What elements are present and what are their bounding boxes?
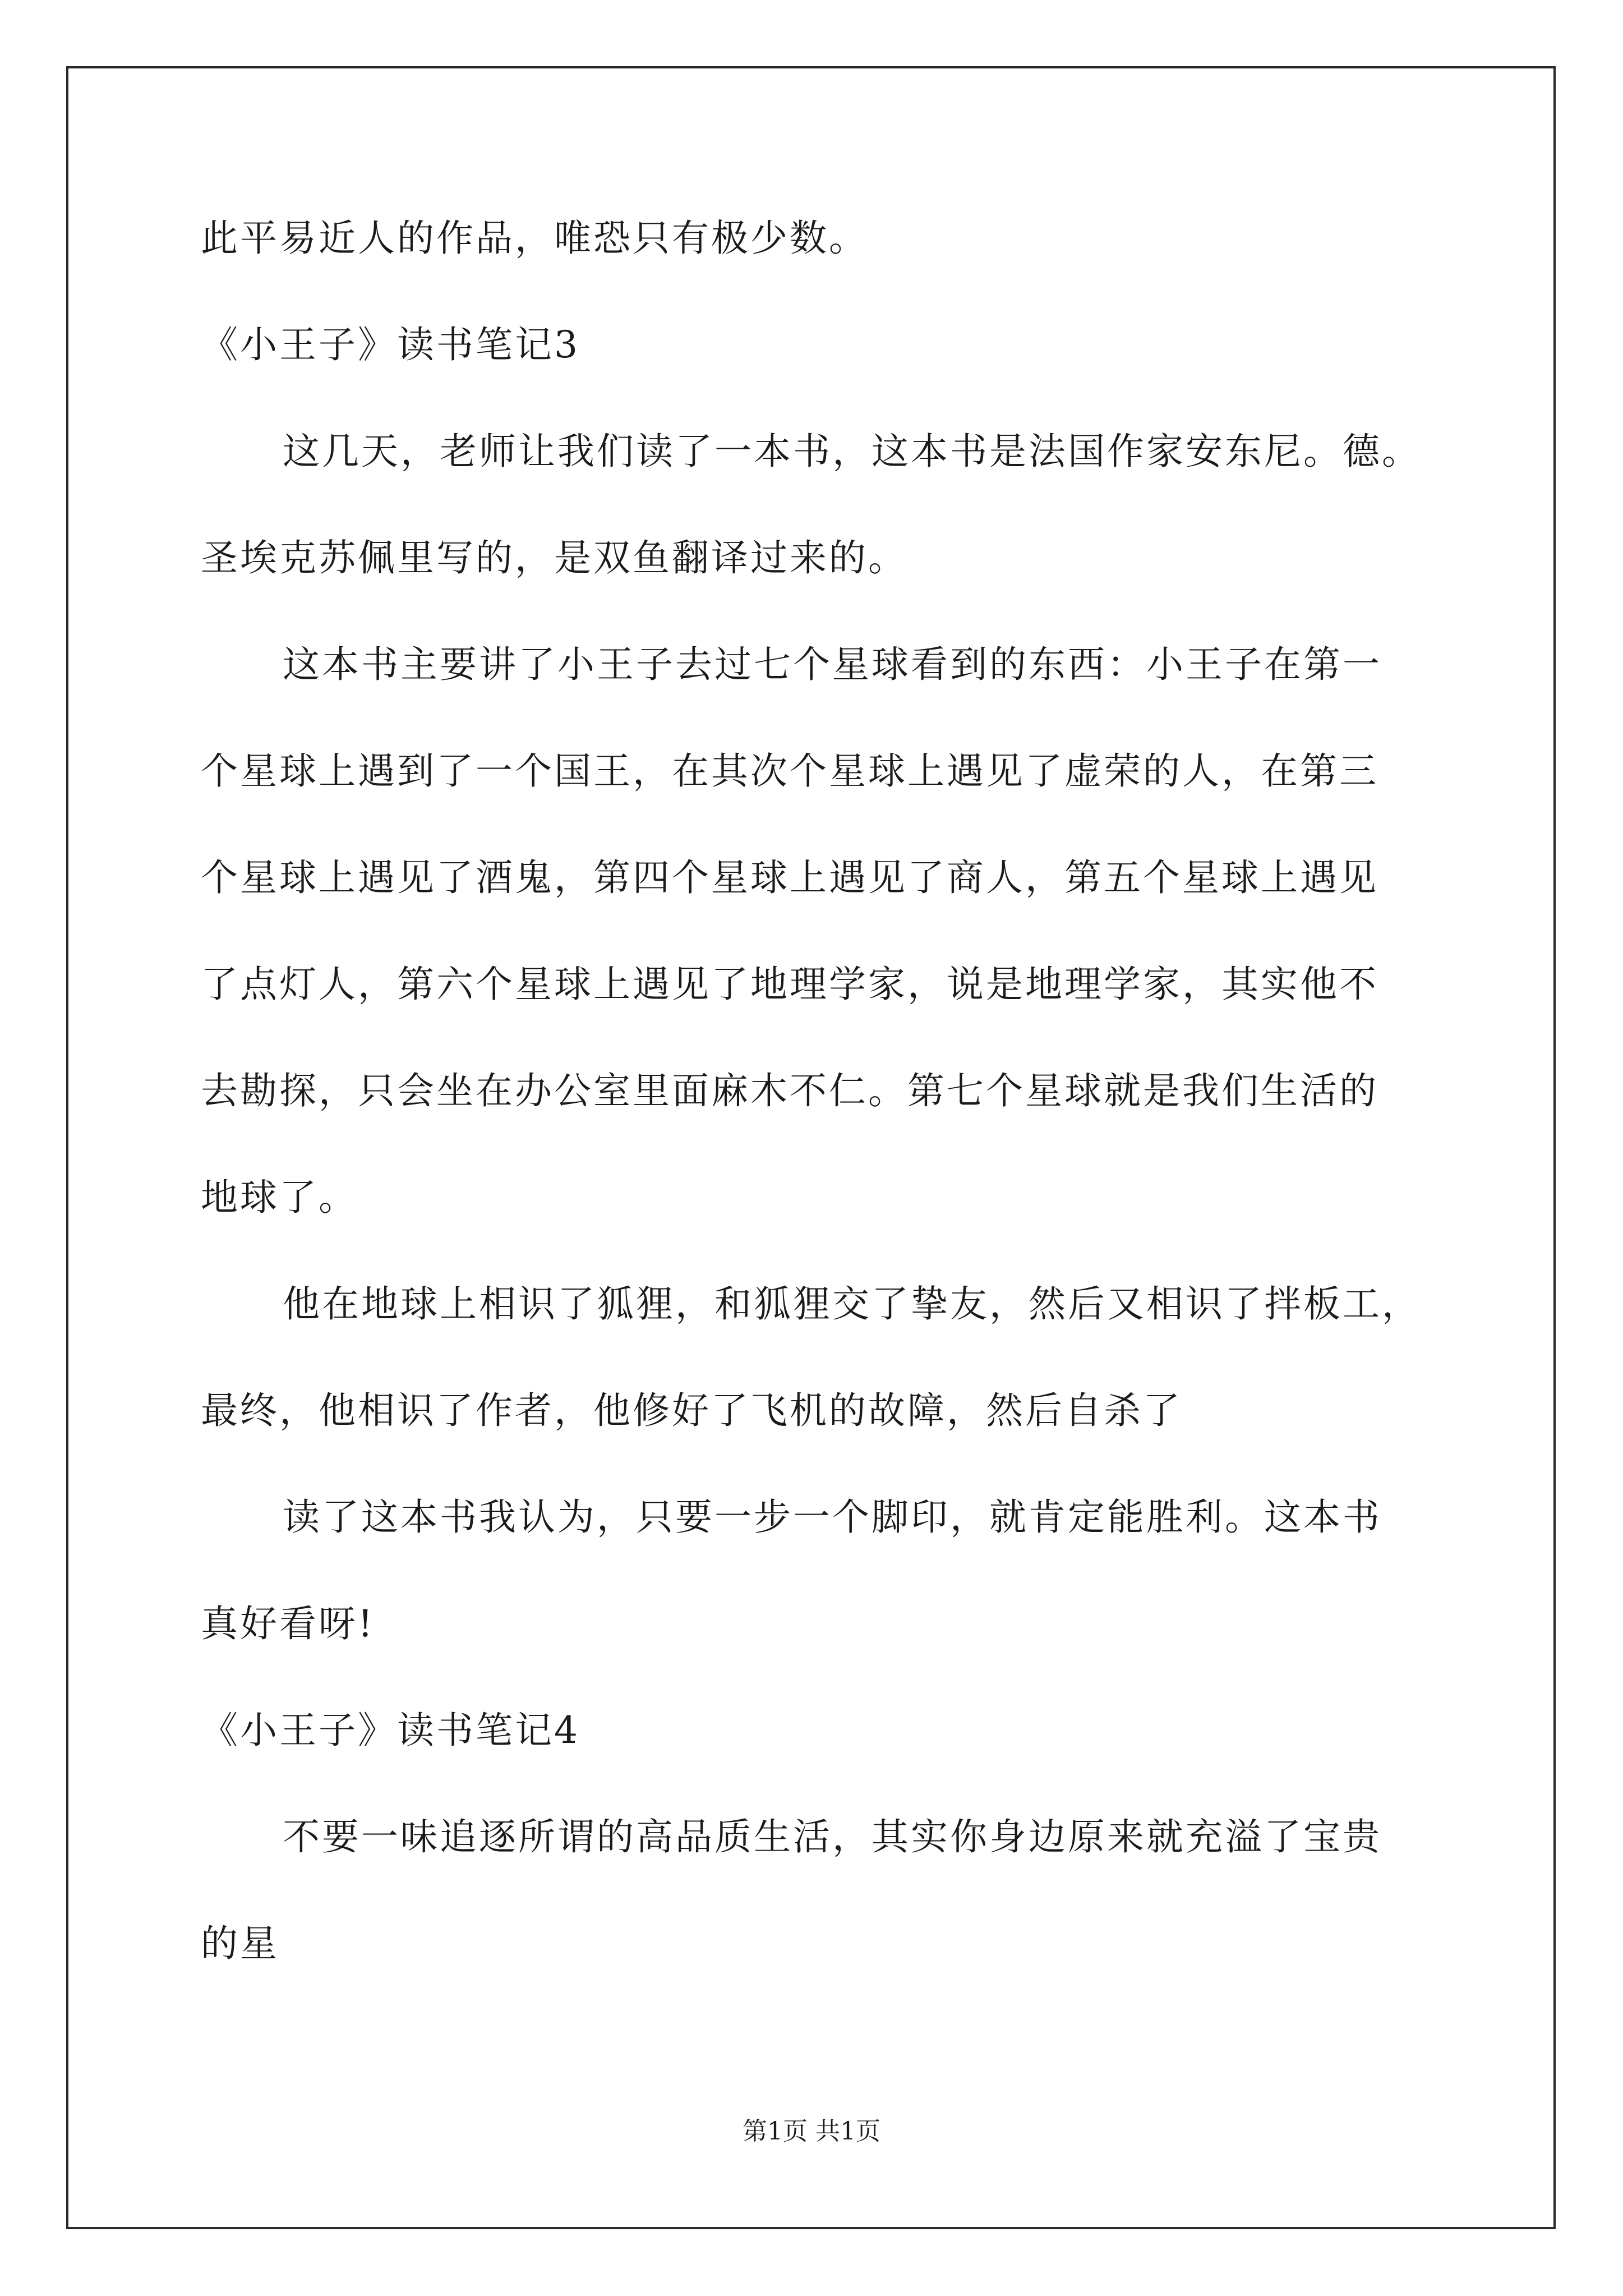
paragraph-line: 去勘探，只会坐在办公室里面麻木不仁。第七个星球就是我们生活的 [201,1069,1378,1112]
paragraph-line: 最终，他相识了作者，他修好了飞机的故障，然后自杀了 [201,1389,1182,1432]
paragraph-line: 个星球上遇到了一个国王，在其次个星球上遇见了虚荣的人，在第三 [201,749,1378,793]
paragraph-line: 不要一味追逐所谓的高品质生活，其实你身边原来就充溢了宝贵 [283,1815,1382,1858]
paragraph-line: 这本书主要讲了小王子去过七个星球看到的东西：小王子在第一 [283,643,1382,686]
paragraph-line: 地球了。 [201,1176,358,1219]
paragraph-line: 真好看呀! [201,1602,375,1645]
paragraph-line: 的星 [201,1922,279,1965]
paragraph-line: 读了这本书我认为，只要一步一个脚印，就肯定能胜利。这本书 [283,1496,1382,1539]
paragraph-line: 个星球上遇见了酒鬼，第四个星球上遇见了商人，第五个星球上遇见 [201,856,1378,899]
paragraph-line: 他在地球上相识了狐狸，和狐狸交了挚友，然后又相识了拌板工， [283,1282,1421,1326]
paragraph-line: 这几天，老师让我们读了一本书，这本书是法国作家安东尼。德。 [283,430,1421,473]
paragraph-line: 此平易近人的作品，唯恐只有极少数。 [201,217,868,260]
page-border [66,66,1556,2229]
paragraph-line: 圣埃克苏佩里写的，是双鱼翻译过来的。 [201,536,907,579]
page-footer: 第1页 共1页 [743,2117,880,2146]
paragraph-line: 了点灯人，第六个星球上遇见了地理学家，说是地理学家，其实他不 [201,963,1378,1006]
section-heading: 《小王子》读书笔记3 [201,323,580,366]
section-heading: 《小王子》读书笔记4 [201,1709,580,1752]
